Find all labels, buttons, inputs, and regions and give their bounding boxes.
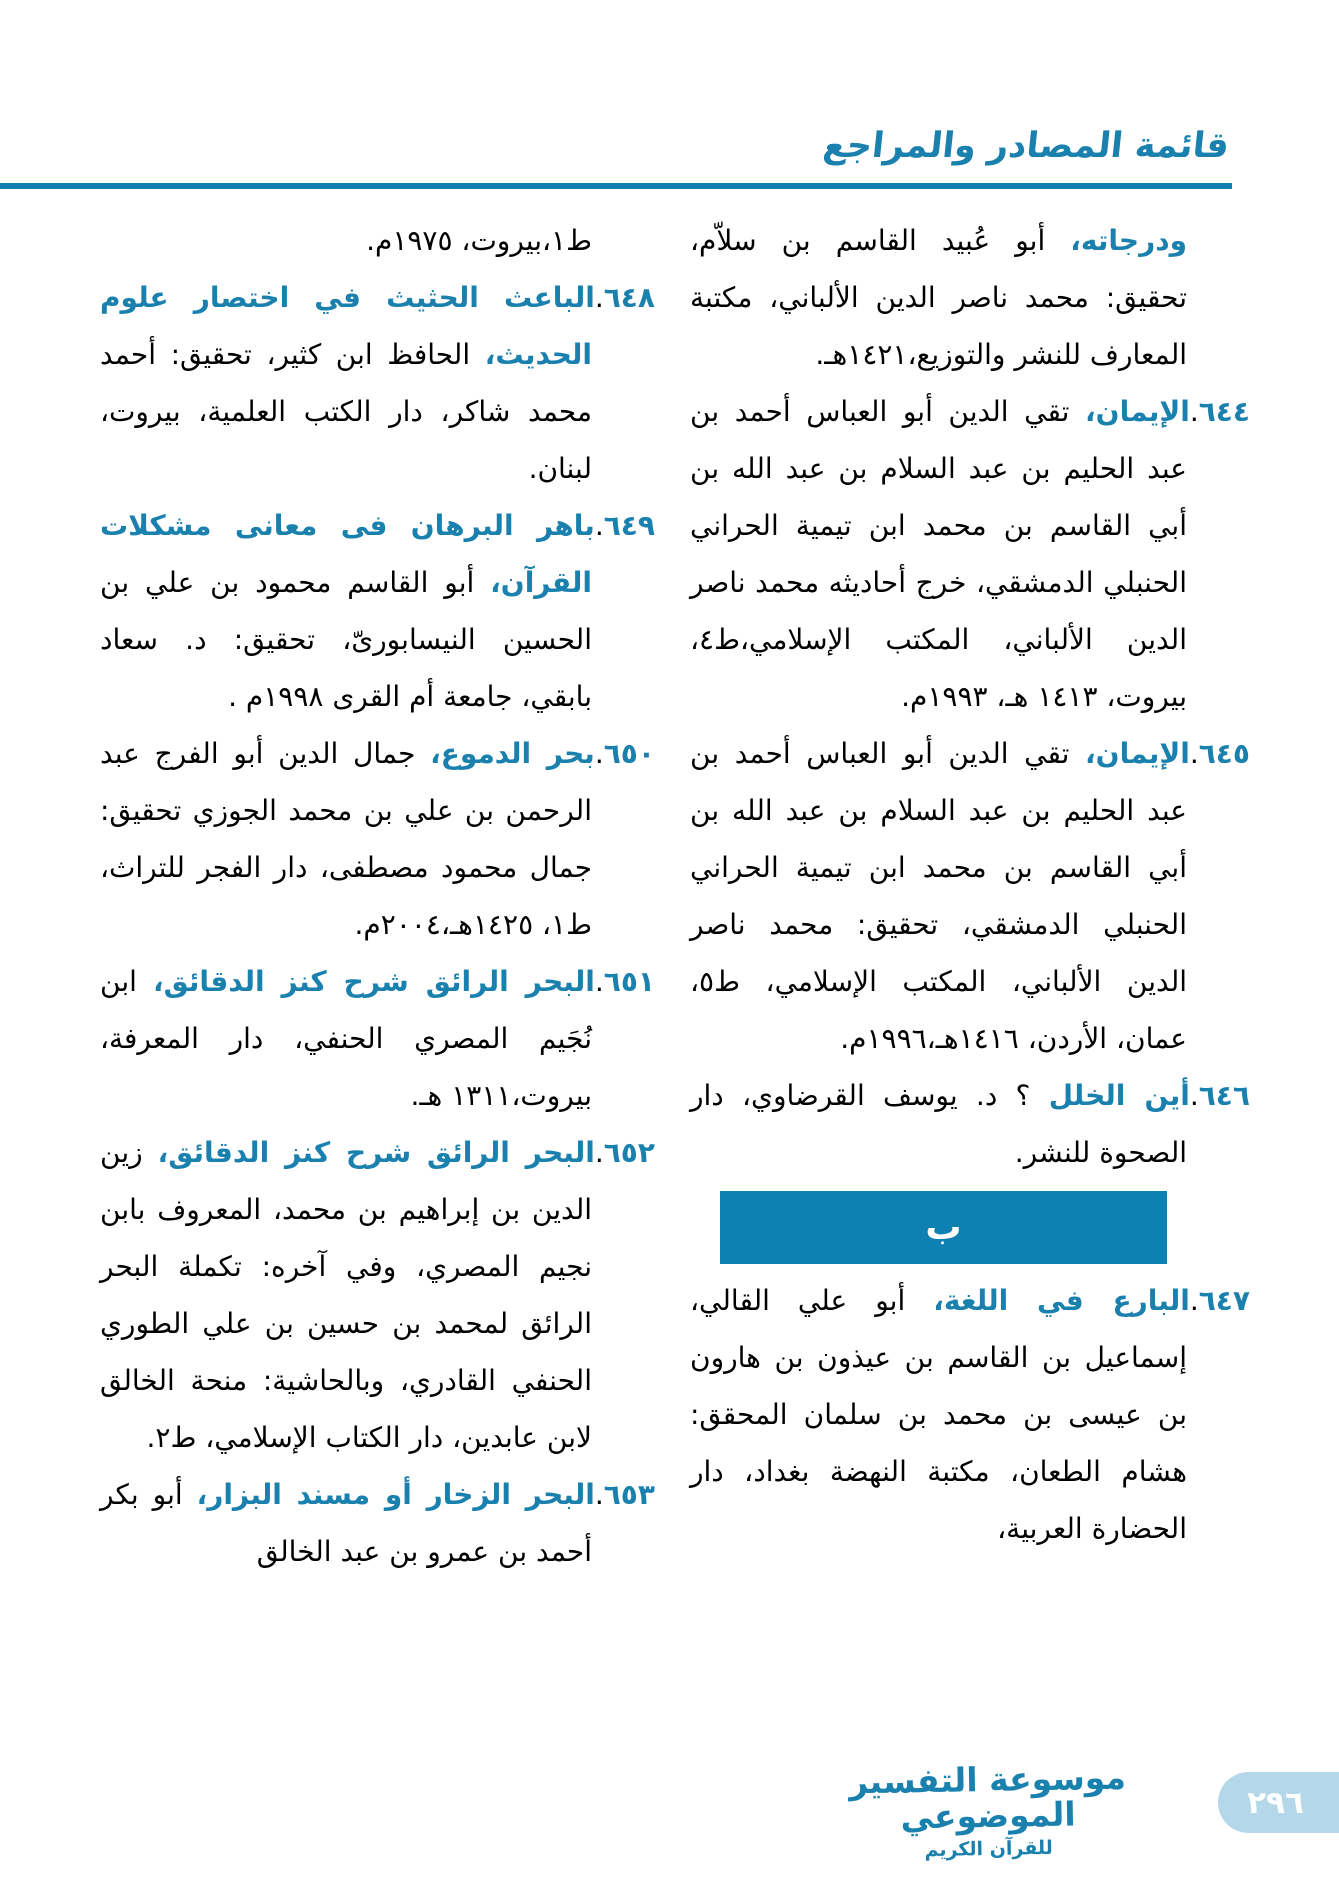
entry-text: زين الدين بن إبراهيم بن محمد، المعروف بابن نجيم المصري، وفي آخره: تكملة البحر الرائق لمحمد بن حسين بن علي الطوري الحنفي القادري، وبالحاشية: منحة الخالق لابن عابدين، دار الكتاب الإسلامي، ط٢. — [100, 1136, 592, 1454]
bibliography-entry — [690, 1067, 1250, 1181]
entry-text: جمال الدين أبو الفرج عبد الرحمن بن علي بن محمد الجوزي تحقيق: جمال محمود مصطفى، دار الفجر للتراث، ط١، ١٤٢٥هـ،٢٠٠٤م. — [100, 737, 592, 941]
header-divider-rule — [0, 183, 1232, 189]
entry-number-dot: . — [594, 1136, 604, 1169]
bibliography-entry — [100, 212, 592, 269]
entry-text: ط١،بيروت، ١٩٧٥م. — [366, 224, 592, 257]
entry-text: ؟ د. يوسف القرضاوي، دار الصحوة للنشر. — [690, 1079, 1187, 1169]
entry-text: أبو علي القالي، إسماعيل بن القاسم بن عيذون بن هارون بن عيسى بن محمد بن سلمان المحقق: هشام الطعان، مكتبة النهضة بغداد، دار الحضارة العربية، — [690, 1284, 1187, 1545]
entry-number: ٦٥٢ — [603, 1136, 655, 1169]
entry-title: البحر الرائق شرح كنز الدقائق، — [157, 1136, 595, 1169]
entry-number-dot: . — [594, 1478, 604, 1511]
bibliography-entry — [100, 1466, 655, 1580]
entry-number-dot: . — [1189, 1284, 1199, 1317]
entry-number-dot: . — [594, 737, 604, 770]
entry-text: أبو بكر أحمد بن عمرو بن عبد الخالق — [100, 1478, 592, 1568]
entry-number: ٦٤٥ — [1198, 737, 1250, 770]
entry-title: ودرجاته، — [1070, 224, 1187, 257]
entry-title: البحر الزخار أو مسند البزار، — [196, 1478, 595, 1511]
bibliography-entry — [690, 725, 1250, 1067]
entry-text: أبو عُبيد القاسم بن سلاّم، تحقيق: محمد ناصر الدين الألباني، مكتبة المعارف للنشر والتوزيع،١٤٢١هـ. — [690, 224, 1187, 371]
entry-number: ٦٥٣ — [603, 1478, 655, 1511]
entry-title: الباعث الحثيث في اختصار علوم الحديث، — [100, 281, 595, 371]
entry-title: أين الخلل — [1048, 1079, 1190, 1112]
bibliography-entry — [100, 269, 655, 497]
entry-number-dot: . — [1189, 1079, 1199, 1112]
entry-number: ٦٤٦ — [1198, 1079, 1250, 1112]
publisher-logo-line2: للقرآن الكريم — [924, 1836, 1053, 1861]
entry-text: تقي الدين أبو العباس أحمد بن عبد الحليم بن عبد السلام بن عبد الله بن أبي القاسم بن محمد ابن تيمية الحراني الحنبلي الدمشقي، خرج أحاديثه محمد ناصر الدين الألباني، المكتب الإسلامي،ط٤، بيروت، ١٤١٣ هـ، ١٩٩٣م. — [690, 395, 1187, 713]
bibliography-entry — [100, 953, 656, 1124]
entry-text: تقي الدين أبو العباس أحمد بن عبد الحليم بن عبد السلام بن عبد الله بن أبي القاسم بن محمد ابن تيمية الحراني الحنبلي الدمشقي، تحقيق: محمد ناصر الدين الألباني، المكتب الإسلامي، ط٥، عمان، الأردن، ١٤١٦هـ،١٩٩٦م. — [690, 737, 1187, 1055]
page-header-title: قائمة المصادر والمراجع — [821, 126, 1232, 166]
entry-number-dot: . — [594, 281, 604, 314]
page-number-badge: ٢٩٦ — [1218, 1772, 1339, 1833]
entry-title: الإيمان، — [1085, 737, 1190, 770]
entry-text: أبو القاسم محمود بن علي بن الحسين النيسابورىّ، تحقيق: د. سعاد بابقي، جامعة أم القرى ١٩٩٨م . — [100, 566, 592, 713]
entry-title: البحر الرائق شرح كنز الدقائق، — [153, 965, 595, 998]
entry-number-dot: . — [594, 965, 604, 998]
entry-number: ٦٥٠ — [603, 737, 655, 770]
entry-text: ابن نُجَيم المصري الحنفي، دار المعرفة، بيروت،١٣١١ هـ. — [100, 965, 592, 1112]
entry-number-dot: . — [594, 509, 604, 542]
publisher-logo-line1: موسوعة التفسير الموضوعي — [848, 1757, 1127, 1837]
bibliography-entry — [100, 497, 655, 725]
entry-title: بحر الدموع، — [430, 737, 595, 770]
column-right — [690, 212, 1250, 1557]
entry-number: ٦٤٤ — [1198, 395, 1250, 428]
entry-title: باهر البرهان فى معانى مشكلات القرآن، — [100, 509, 595, 599]
entry-text: الحافظ ابن كثير، تحقيق: أحمد محمد شاكر، دار الكتب العلمية، بيروت، لبنان. — [100, 338, 592, 485]
bibliography-entry — [690, 212, 1187, 383]
entry-number-dot: . — [1189, 737, 1199, 770]
section-banner: ب — [720, 1191, 1167, 1264]
publisher-logo — [847, 1757, 1129, 1862]
bibliography-entry — [690, 383, 1250, 725]
entry-number: ٦٤٧ — [1198, 1284, 1250, 1317]
entry-number-dot: . — [1189, 395, 1199, 428]
bibliography-entry — [100, 1124, 655, 1466]
column-left — [100, 212, 656, 1580]
entry-number: ٦٥١ — [603, 965, 656, 998]
entry-number: ٦٤٨ — [603, 281, 655, 314]
entry-title: الإيمان، — [1085, 395, 1190, 428]
entry-number: ٦٤٩ — [603, 509, 655, 542]
bibliography-entry — [690, 1272, 1250, 1557]
bibliography-entry — [100, 725, 655, 953]
entry-title: البارع في اللغة، — [933, 1284, 1190, 1317]
